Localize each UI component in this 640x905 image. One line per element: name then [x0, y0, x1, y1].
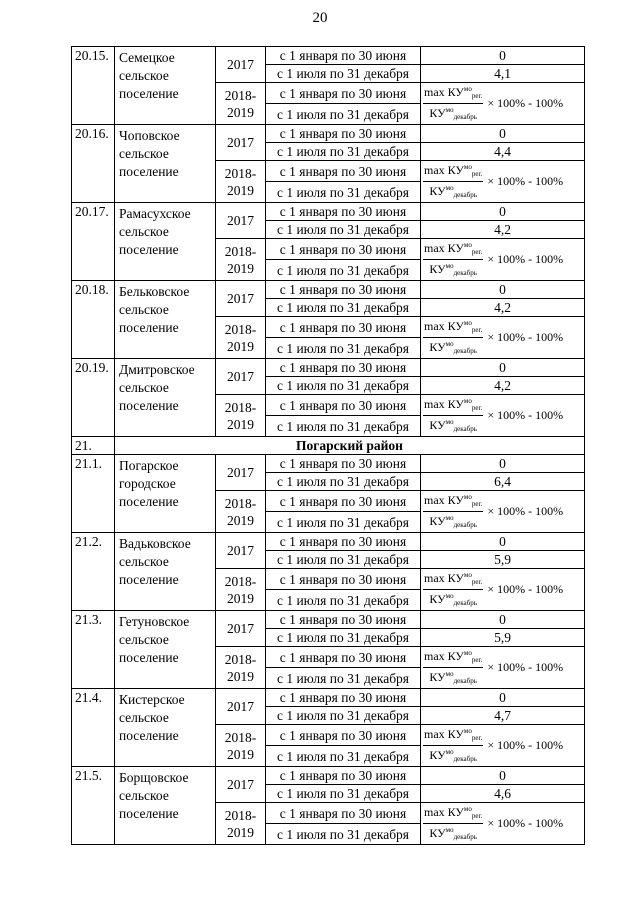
formula-tail: × 100% - 100%	[487, 504, 564, 518]
year-2018-2019: 2018-2019	[216, 725, 266, 767]
period-first-half: с 1 января по 30 июня	[266, 569, 421, 590]
formula-numerator	[423, 317, 483, 338]
formula-num-sub: рег.	[471, 500, 483, 508]
period-first-half: с 1 января по 30 июня	[266, 491, 421, 512]
period-first-half: с 1 января по 30 июня	[266, 767, 421, 785]
year-2017: 2017	[216, 203, 266, 239]
value-first-half: 0	[421, 533, 585, 551]
formula-den-main: КУ	[429, 514, 446, 528]
formula-den-main: КУ	[429, 748, 446, 762]
formula-denominator	[423, 512, 483, 532]
formula-num-sub: рег.	[471, 578, 483, 586]
year-2017: 2017	[216, 47, 266, 83]
section-title: Погарский район	[115, 437, 585, 455]
formula-cell	[421, 239, 585, 281]
year-2018-2019: 2018-2019	[216, 647, 266, 689]
formula-fraction	[423, 395, 483, 436]
table-row	[72, 125, 585, 143]
formula-den-sup: мо	[445, 592, 454, 600]
year-2017: 2017	[216, 767, 266, 803]
table-row	[72, 611, 585, 629]
tariff-table-body	[72, 47, 585, 845]
year-2018-2019: 2018-2019	[216, 317, 266, 359]
formula-tail: × 100% - 100%	[487, 660, 564, 674]
formula-den-sup: мо	[445, 418, 454, 426]
formula-num-sup: мо	[463, 571, 472, 579]
value-first-half: 0	[421, 611, 585, 629]
formula-numerator	[423, 161, 483, 182]
formula-den-sub: декабрь	[453, 269, 477, 277]
value-second-half: 4,1	[421, 65, 585, 83]
formula-denominator	[423, 590, 483, 610]
settlement-number: 20.19.	[72, 359, 115, 437]
formula-tail: × 100% - 100%	[487, 582, 564, 596]
formula-cell	[421, 161, 585, 203]
year-2018-2019: 2018-2019	[216, 569, 266, 611]
formula-den-sup: мо	[445, 514, 454, 522]
period-second-half: с 1 июля по 31 декабря	[266, 143, 421, 161]
period-second-half: с 1 июля по 31 декабря	[266, 221, 421, 239]
table-row	[72, 47, 585, 65]
settlement-number: 20.17.	[72, 203, 115, 281]
formula-den-sup: мо	[445, 106, 454, 114]
settlement-name: Вадьковское сельское поселение	[115, 533, 216, 611]
value-second-half: 4,2	[421, 221, 585, 239]
formula-num-main: max КУ	[424, 241, 464, 255]
settlement-name: Бельковское сельское поселение	[115, 281, 216, 359]
period-second-half: с 1 июля по 31 декабря	[266, 260, 421, 281]
formula-denominator	[423, 182, 483, 202]
formula-num-main: max КУ	[424, 649, 464, 663]
period-second-half: с 1 июля по 31 декабря	[266, 746, 421, 767]
formula-fraction	[423, 647, 483, 688]
settlement-name: Чоповское сельское поселение	[115, 125, 216, 203]
year-2018-2019: 2018-2019	[216, 83, 266, 125]
settlement-number: 21.1.	[72, 455, 115, 533]
value-first-half: 0	[421, 689, 585, 707]
formula-denominator	[423, 824, 483, 844]
year-2017: 2017	[216, 359, 266, 395]
value-first-half: 0	[421, 47, 585, 65]
formula-numerator	[423, 395, 483, 416]
formula-den-sub: декабрь	[453, 113, 477, 121]
year-2017: 2017	[216, 689, 266, 725]
table-row	[72, 203, 585, 221]
formula-num-main: max КУ	[424, 571, 464, 585]
formula-tail: × 100% - 100%	[487, 816, 564, 830]
year-2018-2019: 2018-2019	[216, 491, 266, 533]
period-second-half: с 1 июля по 31 декабря	[266, 416, 421, 437]
value-second-half: 6,4	[421, 473, 585, 491]
formula-tail: × 100% - 100%	[487, 252, 564, 266]
formula-fraction	[423, 491, 483, 532]
formula-denominator	[423, 746, 483, 766]
table-row	[72, 533, 585, 551]
formula-fraction	[423, 317, 483, 358]
formula-fraction	[423, 725, 483, 766]
period-second-half: с 1 июля по 31 декабря	[266, 629, 421, 647]
formula-den-sub: декабрь	[453, 191, 477, 199]
period-second-half: с 1 июля по 31 декабря	[266, 824, 421, 845]
formula-den-main: КУ	[429, 106, 446, 120]
formula-num-sub: рег.	[471, 326, 483, 334]
table-row	[72, 281, 585, 299]
settlement-number: 21.5.	[72, 767, 115, 845]
formula-den-sub: декабрь	[453, 677, 477, 685]
formula-num-main: max КУ	[424, 805, 464, 819]
period-second-half: с 1 июля по 31 декабря	[266, 551, 421, 569]
formula-num-sup: мо	[463, 727, 472, 735]
formula-num-sup: мо	[463, 397, 472, 405]
formula-num-sup: мо	[463, 85, 472, 93]
formula-cell	[421, 569, 585, 611]
period-second-half: с 1 июля по 31 декабря	[266, 590, 421, 611]
formula-fraction	[423, 803, 483, 844]
formula-num-sub: рег.	[471, 92, 483, 100]
formula-fraction	[423, 161, 483, 202]
year-2017: 2017	[216, 611, 266, 647]
period-first-half: с 1 января по 30 июня	[266, 281, 421, 299]
formula-num-main: max КУ	[424, 493, 464, 507]
period-second-half: с 1 июля по 31 декабря	[266, 785, 421, 803]
settlement-name: Семецкое сельское поселение	[115, 47, 216, 125]
settlement-name: Дмитровское сельское поселение	[115, 359, 216, 437]
value-first-half: 0	[421, 125, 585, 143]
formula-num-main: max КУ	[424, 397, 464, 411]
period-second-half: с 1 июля по 31 декабря	[266, 473, 421, 491]
formula-num-sup: мо	[463, 805, 472, 813]
tariff-table	[71, 46, 585, 845]
formula-den-sub: декабрь	[453, 599, 477, 607]
settlement-name: Гетуновское сельское поселение	[115, 611, 216, 689]
formula-den-sup: мо	[445, 670, 454, 678]
formula-numerator	[423, 491, 483, 512]
formula-denominator	[423, 416, 483, 436]
period-first-half: с 1 января по 30 июня	[266, 689, 421, 707]
settlement-number: 20.18.	[72, 281, 115, 359]
formula-denominator	[423, 338, 483, 358]
page-number: 20	[312, 10, 328, 26]
formula-tail: × 100% - 100%	[487, 408, 564, 422]
value-first-half: 0	[421, 359, 585, 377]
formula-fraction	[423, 239, 483, 280]
formula-den-main: КУ	[429, 262, 446, 276]
formula-tail: × 100% - 100%	[487, 738, 564, 752]
formula-fraction	[423, 569, 483, 610]
period-first-half: с 1 января по 30 июня	[266, 533, 421, 551]
period-second-half: с 1 июля по 31 декабря	[266, 377, 421, 395]
period-first-half: с 1 января по 30 июня	[266, 47, 421, 65]
formula-den-main: КУ	[429, 418, 446, 432]
period-first-half: с 1 января по 30 июня	[266, 161, 421, 182]
formula-num-sub: рег.	[471, 812, 483, 820]
period-first-half: с 1 января по 30 июня	[266, 203, 421, 221]
period-first-half: с 1 января по 30 июня	[266, 83, 421, 104]
period-second-half: с 1 июля по 31 декабря	[266, 707, 421, 725]
formula-cell	[421, 647, 585, 689]
formula-num-sub: рег.	[471, 656, 483, 664]
value-first-half: 0	[421, 203, 585, 221]
formula-den-sub: декабрь	[453, 347, 477, 355]
period-second-half: с 1 июля по 31 декабря	[266, 338, 421, 359]
formula-den-main: КУ	[429, 184, 446, 198]
period-first-half: с 1 января по 30 июня	[266, 125, 421, 143]
formula-cell	[421, 491, 585, 533]
value-second-half: 4,7	[421, 707, 585, 725]
formula-tail: × 100% - 100%	[487, 96, 564, 110]
formula-num-sup: мо	[463, 163, 472, 171]
year-2018-2019: 2018-2019	[216, 161, 266, 203]
period-first-half: с 1 января по 30 июня	[266, 317, 421, 338]
period-second-half: с 1 июля по 31 декабря	[266, 182, 421, 203]
formula-fraction	[423, 83, 483, 124]
value-second-half: 5,9	[421, 629, 585, 647]
period-first-half: с 1 января по 30 июня	[266, 395, 421, 416]
formula-num-sub: рег.	[471, 248, 483, 256]
formula-num-sup: мо	[463, 241, 472, 249]
value-second-half: 4,2	[421, 299, 585, 317]
table-row	[72, 359, 585, 377]
value-second-half: 4,6	[421, 785, 585, 803]
formula-numerator	[423, 239, 483, 260]
formula-tail: × 100% - 100%	[487, 330, 564, 344]
formula-den-sup: мо	[445, 826, 454, 834]
year-2018-2019: 2018-2019	[216, 239, 266, 281]
formula-num-sub: рег.	[471, 404, 483, 412]
year-2018-2019: 2018-2019	[216, 395, 266, 437]
period-second-half: с 1 июля по 31 декабря	[266, 65, 421, 83]
formula-num-sup: мо	[463, 319, 472, 327]
formula-cell	[421, 83, 585, 125]
formula-den-main: КУ	[429, 592, 446, 606]
formula-numerator	[423, 83, 483, 104]
period-first-half: с 1 января по 30 июня	[266, 455, 421, 473]
formula-tail: × 100% - 100%	[487, 174, 564, 188]
table-row	[72, 455, 585, 473]
value-second-half: 4,2	[421, 377, 585, 395]
value-second-half: 5,9	[421, 551, 585, 569]
settlement-name: Погарское городское поселение	[115, 455, 216, 533]
section-number: 21.	[72, 437, 115, 455]
period-second-half: с 1 июля по 31 декабря	[266, 668, 421, 689]
formula-numerator	[423, 725, 483, 746]
formula-denominator	[423, 668, 483, 688]
formula-num-sub: рег.	[471, 170, 483, 178]
value-first-half: 0	[421, 455, 585, 473]
formula-den-main: КУ	[429, 826, 446, 840]
formula-numerator	[423, 569, 483, 590]
table-row	[72, 767, 585, 785]
formula-denominator	[423, 260, 483, 280]
year-2017: 2017	[216, 533, 266, 569]
formula-num-sup: мо	[463, 493, 472, 501]
formula-den-sup: мо	[445, 748, 454, 756]
settlement-number: 21.3.	[72, 611, 115, 689]
formula-den-sub: декабрь	[453, 833, 477, 841]
formula-den-sub: декабрь	[453, 425, 477, 433]
year-2018-2019: 2018-2019	[216, 803, 266, 845]
settlement-name: Рамасухское сельское поселение	[115, 203, 216, 281]
formula-num-main: max КУ	[424, 319, 464, 333]
year-2017: 2017	[216, 455, 266, 491]
formula-cell	[421, 725, 585, 767]
formula-den-sup: мо	[445, 184, 454, 192]
settlement-number: 21.2.	[72, 533, 115, 611]
formula-den-sub: декабрь	[453, 521, 477, 529]
formula-den-main: КУ	[429, 670, 446, 684]
table-row	[72, 689, 585, 707]
section-row	[72, 437, 585, 455]
formula-den-sup: мо	[445, 262, 454, 270]
settlement-number: 20.16.	[72, 125, 115, 203]
year-2017: 2017	[216, 281, 266, 317]
period-first-half: с 1 января по 30 июня	[266, 725, 421, 746]
value-first-half: 0	[421, 281, 585, 299]
settlement-name: Борщовское сельское поселение	[115, 767, 216, 845]
period-second-half: с 1 июля по 31 декабря	[266, 104, 421, 125]
formula-num-main: max КУ	[424, 85, 464, 99]
period-first-half: с 1 января по 30 июня	[266, 239, 421, 260]
settlement-number: 20.15.	[72, 47, 115, 125]
formula-cell	[421, 395, 585, 437]
formula-den-sub: декабрь	[453, 755, 477, 763]
formula-den-main: КУ	[429, 340, 446, 354]
period-first-half: с 1 января по 30 июня	[266, 359, 421, 377]
period-first-half: с 1 января по 30 июня	[266, 611, 421, 629]
period-second-half: с 1 июля по 31 декабря	[266, 512, 421, 533]
formula-num-sub: рег.	[471, 734, 483, 742]
formula-denominator	[423, 104, 483, 124]
formula-num-sup: мо	[463, 649, 472, 657]
settlement-number: 21.4.	[72, 689, 115, 767]
year-2017: 2017	[216, 125, 266, 161]
formula-num-main: max КУ	[424, 163, 464, 177]
formula-cell	[421, 803, 585, 845]
period-first-half: с 1 января по 30 июня	[266, 647, 421, 668]
settlement-name: Кистерское сельское поселение	[115, 689, 216, 767]
formula-den-sup: мо	[445, 340, 454, 348]
value-second-half: 4,4	[421, 143, 585, 161]
formula-numerator	[423, 647, 483, 668]
period-first-half: с 1 января по 30 июня	[266, 803, 421, 824]
period-second-half: с 1 июля по 31 декабря	[266, 299, 421, 317]
formula-cell	[421, 317, 585, 359]
value-first-half: 0	[421, 767, 585, 785]
formula-numerator	[423, 803, 483, 824]
formula-num-main: max КУ	[424, 727, 464, 741]
